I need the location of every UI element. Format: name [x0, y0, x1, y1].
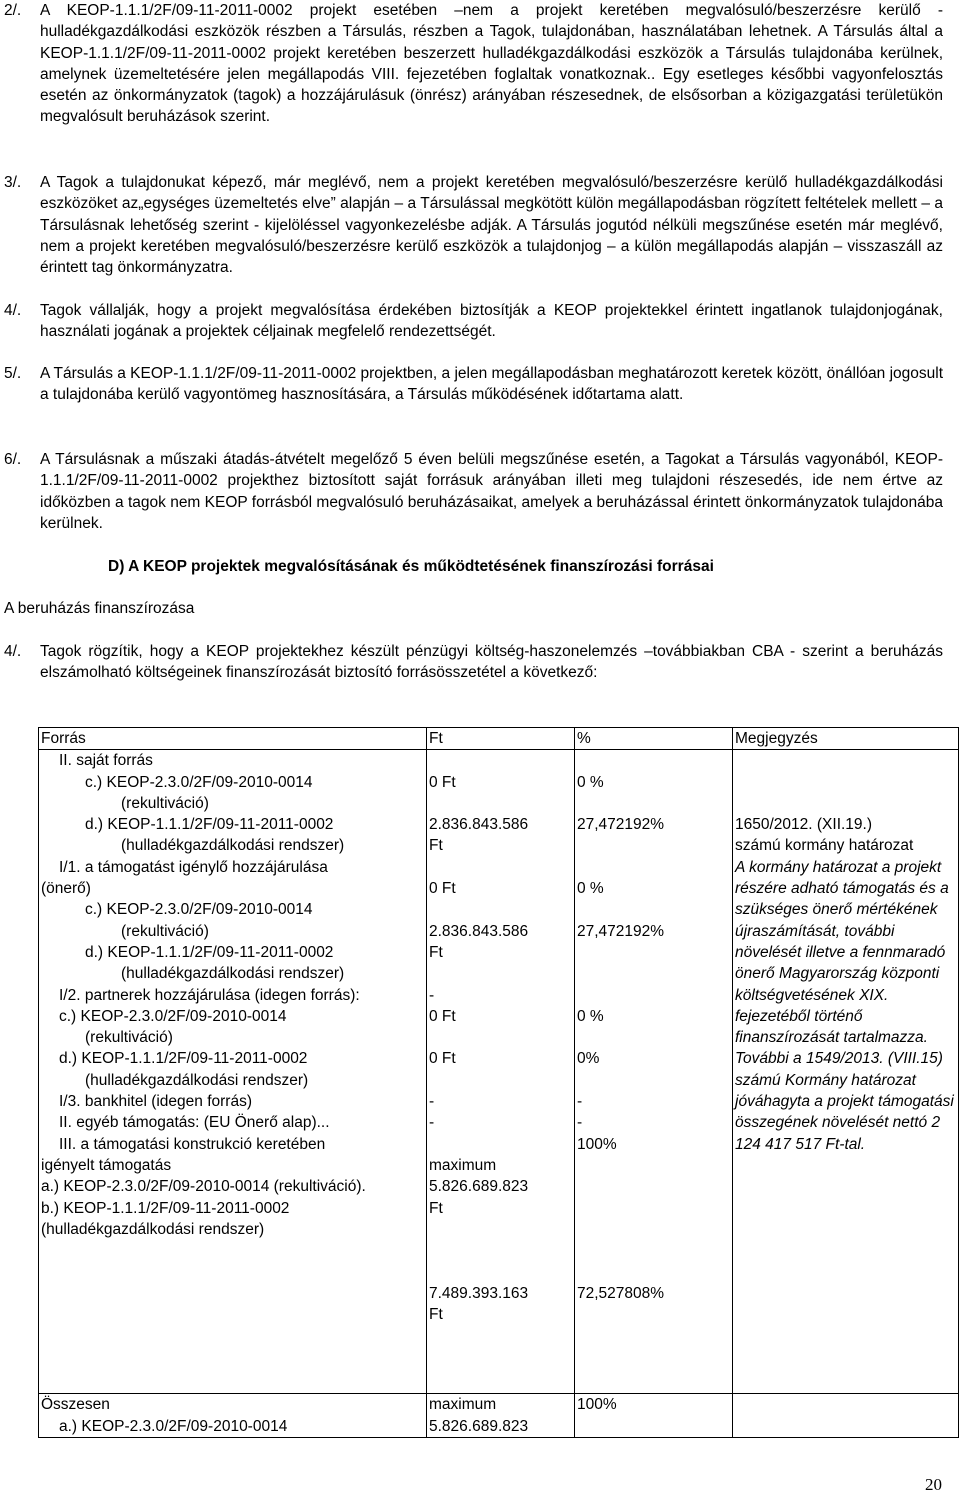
- total-percent-cell: 100%: [575, 1394, 733, 1438]
- total-source-cell: Összesen a.) KEOP-2.3.0/2F/09-2010-0014: [39, 1394, 427, 1438]
- total-note-cell: [733, 1394, 959, 1438]
- paragraph-number: 6/.: [4, 451, 22, 468]
- ft-cell: 0 Ft 2.836.843.586 Ft 0 Ft 2.836.843.586 Ft - 0 Ft 0 Ft - - maximum 5.826.689.823 Ft 7.489.393.163 Ft: [427, 750, 575, 1394]
- paragraph-3: A Tagok a tulajdonukat képező, már meglévő, nem a projekt keretében megvalósuló/beszerzésre kerülő hulladékgazdálkodási eszközöket az„egységes üzemeltetés elve” alapján – a Társulással megkötött külön megállapodásban rögzített feltételek mellett – a Társulásnak lehetőség szerint - kijelöléssel vagyonkezelésbe adják. A Társulás jogutód nélküli megszűnése esetén már meglévő, nem a projekt keretében megvalósuló/beszerzésre kerülő eszközök a tulajdonjog – a külön megállapodás alapján – visszaszáll az érintett tag önkormányzatra.: [40, 174, 943, 277]
- table-row: [39, 750, 959, 1394]
- header-source: Forrás: [39, 728, 427, 750]
- paragraph-number: 2/.: [4, 2, 22, 19]
- header-ft: Ft: [427, 728, 575, 750]
- paragraph-number: 4/.: [4, 302, 22, 319]
- header-percent: %: [575, 728, 733, 750]
- header-note: Megjegyzés: [733, 728, 959, 750]
- financing-table: [38, 727, 959, 1438]
- page-number: 20: [925, 1475, 942, 1494]
- paragraph-4: Tagok vállalják, hogy a projekt megvalósítása érdekében biztosítják a KEOP projektekkel érintett ingatlanok tulajdonjogának, használati jogának a projektek céljainak megfelelő rendezettségét.: [40, 302, 943, 341]
- note-cell: 1650/2012. (XII.19.) számú kormány határozat A kormány határozat a projekt részére adható támogatás és a szükséges önerő mértékének újraszámítását, további növelését illetve a fennmaradó önerő Magyarország központi költségvetésének XIX. fejezetéből történő finanszírozását tartalmazza. További a 1549/2013. (VIII.15) számú Kormány határozat jóváhagyta a projekt támogatási összegének növelését nettó 2 124 417 517 Ft-tal.: [733, 750, 959, 1394]
- section-title: D) A KEOP projektek megvalósításának és működtetésének finanszírozási forrásai: [108, 558, 714, 575]
- government-decision-note: A kormány határozat a projekt részére adható támogatás és a szükséges önerő mértékének újraszámítását, további növelését illetve a fennmaradó önerő Magyarország központi költségvetésének XIX. fejezetéből történő finanszírozását tartalmazza. További a 1549/2013. (VIII.15) számú Kormány határozat jóváhagyta a projekt támogatási összegének növelését nettó 2 124 417 517 Ft-tal.: [735, 858, 954, 1153]
- percent-cell: 0 % 27,472192% 0 % 27,472192% 0 % 0% - - 100% 72,527808%: [575, 750, 733, 1394]
- paragraph-number: 5/.: [4, 365, 22, 382]
- paragraph-5: A Társulás a KEOP-1.1.1/2F/09-11-2011-0002 projektben, a jelen megállapodásban meghatározott keretek között, önállóan jogosult a tulajdonába kerülő vagyontömeg hasznosítására, a Társulás működésének időtartama alatt.: [40, 365, 944, 404]
- paragraph-number: 4/.: [4, 643, 22, 660]
- source-cell: II. saját forrás c.) KEOP-2.3.0/2F/09-2010-0014 (rekultiváció) d.) KEOP-1.1.1/2F/09-11-2011-0002 (hulladékgazdálkodási rendszer) I/1. a támogatást igénylő hozzájárulása (önerő) c.) KEOP-2.3.0/2F/09-2010-0014 (rekultiváció) d.) KEOP-1.1.1/2F/09-11-2011-0002 (hulladékgazdálkodási rendszer) I/2. partnerek hozzájárulása (idegen forrás): c.) KEOP-2.3.0/2F/09-2010-0014 (rekultiváció) d.) KEOP-1.1.1/2F/09-11-2011-0002 (hulladékgazdálkodási rendszer) I/3. bankhitel (idegen forrás) II. egyéb támogatás: (EU Önerő alap)... III. a támogatási konstrukció keretében igényelt támogatás a.) KEOP-2.3.0/2F/09-2010-0014 (rekultiváció). b.) KEOP-1.1.1/2F/09-11-2011-0002 (hulladékgazdálkodási rendszer): [39, 750, 427, 1394]
- table-header-row: [39, 728, 959, 750]
- subsection-title: A beruházás finanszírozása: [4, 600, 195, 617]
- table-total-row: [39, 1394, 959, 1438]
- paragraph-6: A Társulásnak a műszaki átadás-átvételt megelőző 5 éven belüli megszűnése esetén, a Tagokat a Társulás vagyonából, KEOP-1.1.1/2F/09-11-2011-0002 projekthez biztosított saját forrásuk arányában illeti meg tulajdoni részesedés, ide nem értve az időközben a tagok nem KEOP forrásból megvalósuló beruházásaikat, amelyek a beruházással érintett önkormányzatok tulajdonába kerülnek.: [40, 451, 943, 532]
- paragraph-number: 3/.: [4, 174, 22, 191]
- paragraph-2: A KEOP-1.1.1/2F/09-11-2011-0002 projekt esetében –nem a projekt keretében megvalósuló/beszerzésre kerülő - hulladékgazdálkodási eszközök részben a Társulás, részben a Tagok, tulajdonában, használatában lehetnek. A Társulás által a KEOP-1.1.1/2F/09-11-2011-0002 projekt keretében beszerzett hulladékgazdálkodási eszközök a Társulás tulajdonába kerülnek, amelynek üzemeltetésére jelen megállapodás VIII. fejezetében foglaltak vonatkoznak.. Egy esetleges későbbi vagyonfelosztás esetén az önkormányzatok (tagok) a hozzájárulásuk (önrész) arányában részesednek, de elsősorban a közigazgatási területükön megvalósult beruházások szerint.: [40, 2, 943, 126]
- paragraph-4b: Tagok rögzítik, hogy a KEOP projektekhez készült pénzügyi költség-haszonelemzés –továbbiakban CBA - szerint a beruházás elszámolható költségeinek finanszírozását biztosító forrásösszetétel a következő:: [40, 643, 943, 682]
- total-ft-cell: maximum 5.826.689.823: [427, 1394, 575, 1438]
